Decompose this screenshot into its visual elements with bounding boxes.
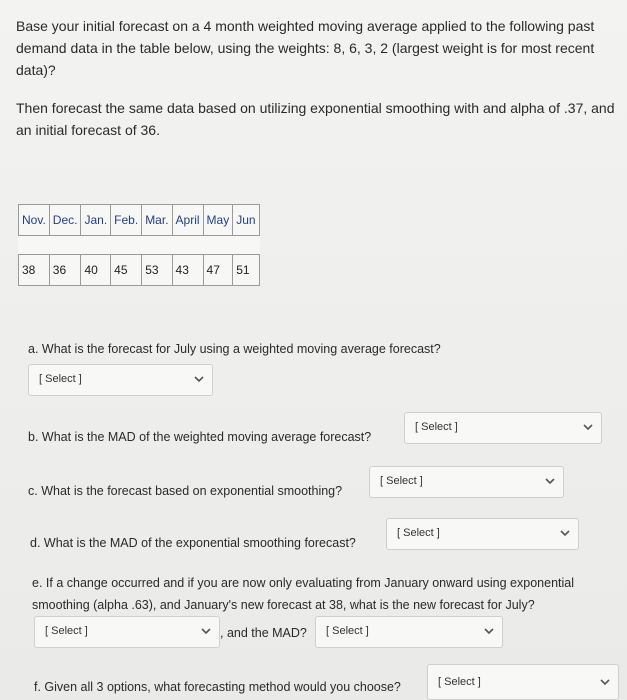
month-cell: Feb. (111, 205, 142, 236)
month-cell: May (203, 205, 233, 236)
demand-cell: 36 (49, 255, 81, 286)
demand-cell: 51 (233, 255, 259, 286)
chevron-down-icon (545, 476, 555, 486)
chevron-down-icon (194, 374, 204, 384)
month-cell: Jan. (81, 205, 111, 236)
answer-d-select[interactable] (386, 518, 579, 550)
answer-b-select[interactable] (404, 412, 602, 444)
month-cell: Jun (233, 205, 259, 236)
select-placeholder: [ Select ] (380, 475, 423, 487)
select-placeholder: [ Select ] (415, 421, 458, 433)
answer-c-select[interactable] (369, 466, 564, 498)
chevron-down-icon (201, 626, 211, 636)
question-a: a. What is the forecast for July using a weighted moving average forecast? (28, 342, 441, 356)
demand-cell: 40 (81, 255, 111, 286)
select-placeholder: [ Select ] (45, 625, 88, 637)
chevron-down-icon (560, 528, 570, 538)
month-header-row (19, 205, 260, 236)
demand-cell: 45 (111, 255, 142, 286)
instructions-paragraph: Base your initial forecast on a 4 month weighted moving average applied to the following past demand data in the table below, using the weights: 8, 6, 3, 2 (largest weight is for most recent data)? (16, 18, 595, 78)
chevron-down-icon (484, 626, 494, 636)
question-d: d. What is the MAD of the exponential smoothing forecast? (30, 536, 356, 550)
demand-cell: 53 (142, 255, 172, 286)
month-cell: April (172, 205, 203, 236)
chevron-down-icon (600, 677, 610, 687)
question-b: b. What is the MAD of the weighted moving average forecast? (28, 430, 372, 444)
exponential-instructions-paragraph: Then forecast the same data based on utilizing exponential smoothing with and alpha of .37, and an initial forecast of 36. (16, 100, 615, 138)
demand-value-row (19, 255, 260, 286)
demand-cell: 38 (19, 255, 50, 286)
select-placeholder: [ Select ] (326, 625, 369, 637)
month-cell: Mar. (142, 205, 172, 236)
select-placeholder: [ Select ] (438, 676, 481, 688)
answer-e-forecast-select[interactable] (34, 616, 220, 648)
question-e-line-2: smoothing (alpha .63), and January's new forecast at 38, what is the new forecast for July? (32, 598, 535, 612)
question-c: c. What is the forecast based on exponential smoothing? (28, 484, 343, 498)
chevron-down-icon (583, 422, 593, 432)
answer-a-select[interactable] (28, 364, 213, 396)
answer-f-select[interactable] (427, 664, 619, 700)
month-cell: Nov. (19, 205, 50, 236)
demand-cell: 43 (172, 255, 203, 286)
demand-table (18, 204, 260, 286)
demand-cell: 47 (203, 255, 233, 286)
question-e-mad-label: , and the MAD? (220, 626, 307, 640)
month-cell: Dec. (49, 205, 81, 236)
table-spacer-row (19, 236, 260, 255)
question-f: f. Given all 3 options, what forecasting method would you choose? (34, 680, 401, 694)
question-e-line-1: e. If a change occurred and if you are now only evaluating from January onward using exponential (32, 576, 574, 590)
answer-e-mad-select[interactable] (315, 616, 503, 648)
select-placeholder: [ Select ] (397, 527, 440, 539)
select-placeholder: [ Select ] (39, 373, 82, 385)
